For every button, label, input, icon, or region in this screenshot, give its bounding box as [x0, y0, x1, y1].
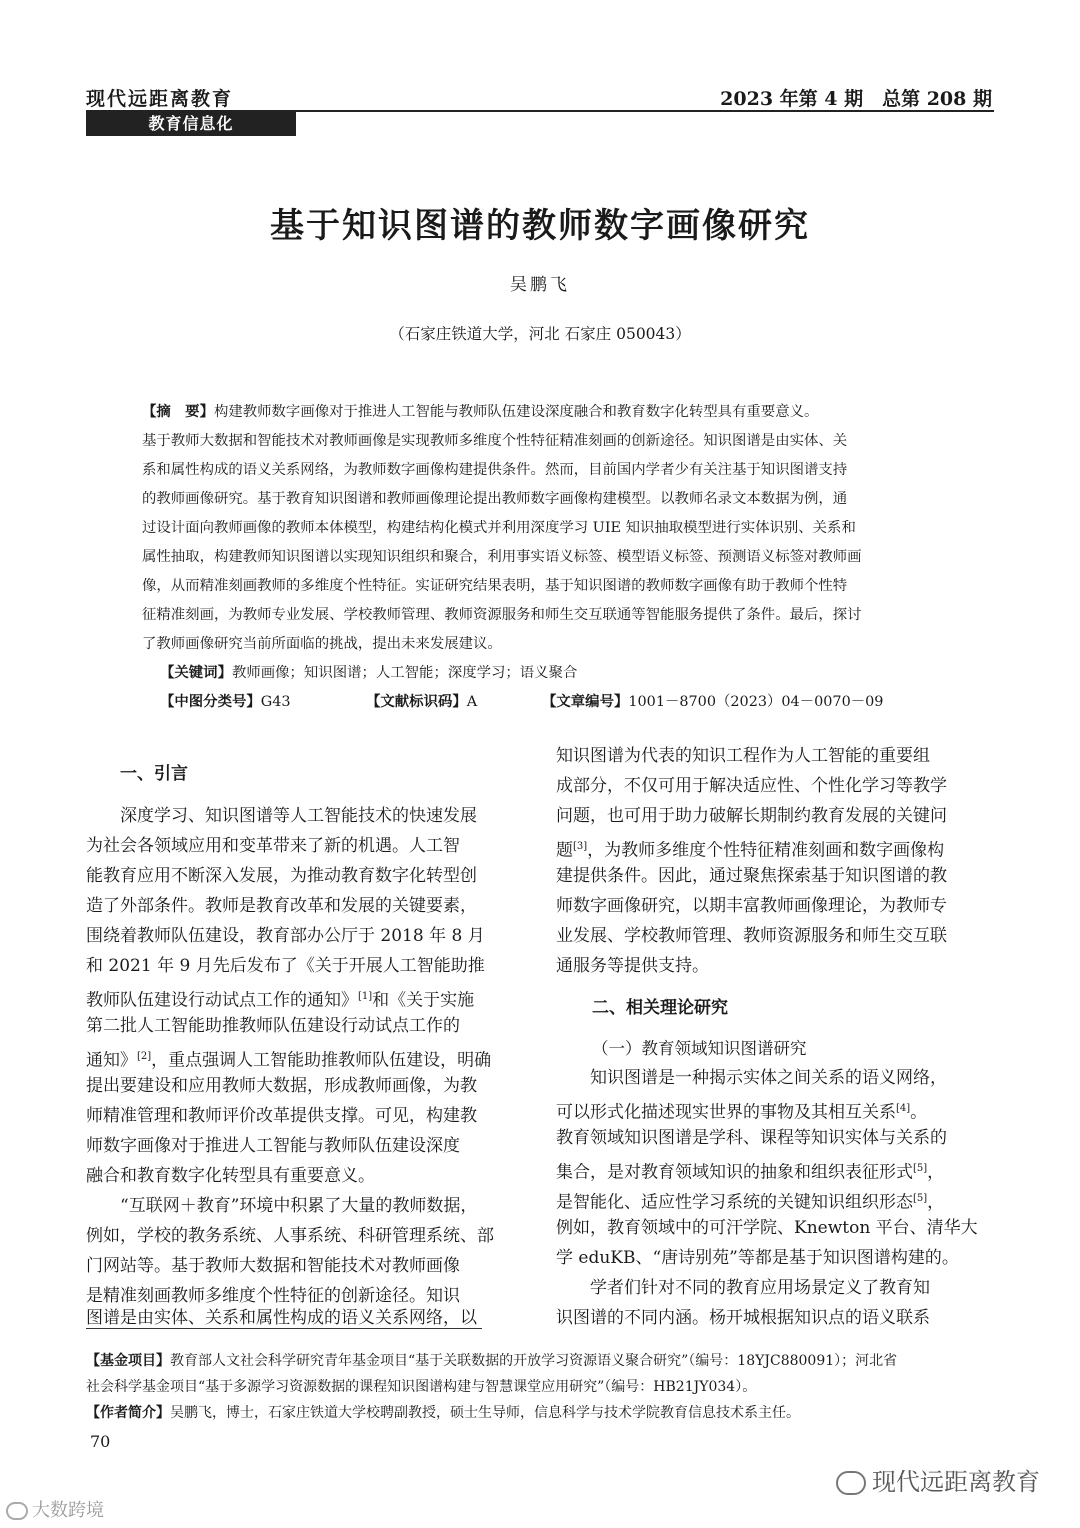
body-line: 建提供条件。因此，通过聚焦探索基于知识图谱的教 — [556, 866, 947, 886]
subsection-heading: （一）教育领域知识图谱研究 — [592, 1039, 807, 1058]
abstract-line: 过设计面向教师画像的教师本体模型，构建结构化模式并利用深度学习 UIE 知识抽取模型进行实体识别、关系和 — [142, 520, 856, 536]
body-line: 造了外部条件。教师是教育改革和发展的关键要素， — [86, 896, 477, 916]
section-heading-related: 二、相关理论研究 — [592, 998, 728, 1018]
body-line: 融合和教育数字化转型具有重要意义。 — [86, 1166, 375, 1186]
body-line: 师数字画像对于推进人工智能与教师队伍建设深度 — [86, 1136, 460, 1156]
body-line: 问题，也可用于助力破解长期制约教育发展的关键问 — [556, 806, 947, 826]
body-line: 例如，学校的教务系统、人事系统、科研管理系统、部 — [86, 1226, 494, 1246]
citation-ref: [5] — [913, 1163, 928, 1174]
citation-ref: [1] — [358, 991, 373, 1002]
site-logo-icon — [6, 1502, 28, 1520]
author-bio-label: 【作者简介】 — [86, 1405, 170, 1421]
body-line: 学者们针对不同的教育应用场景定义了教育知 — [556, 1278, 930, 1298]
abstract-line: 了教师画像研究当前所面临的挑战，提出未来发展建议。 — [142, 636, 502, 652]
body-line: 教师队伍建设行动试点工作的通知》[1]和《关于实施 — [86, 990, 475, 1011]
citation-ref: [3] — [573, 841, 588, 852]
body-line: 集合，是对教育领域知识的抽象和组织表征形式[5]， — [556, 1162, 945, 1183]
abstract-line: 系和属性构成的语义关系网络，为教师数字画像构建提供条件。然而，目前国内学者少有关注基于知识图谱支持 — [142, 462, 848, 478]
body-line: 图谱是由实体、关系和属性构成的语义关系网络，以 — [86, 1308, 477, 1328]
body-line: 知识图谱为代表的知识工程作为人工智能的重要组 — [556, 746, 930, 766]
body-line: 成部分，不仅可用于解决适应性、个性化学习等教学 — [556, 776, 947, 796]
wechat-watermark: 现代远距离教育 — [836, 1462, 1040, 1497]
citation-ref: [2] — [137, 1051, 152, 1062]
abstract-line: 像，从而精准刻画教师的多维度个性特征。实证研究结果表明，基于知识图谱的教师数字画像有助于教师个性特 — [142, 578, 848, 594]
section-label: 教育信息化 — [86, 112, 296, 136]
page-number: 70 — [90, 1432, 111, 1451]
body-line: 是精准刻画教师多维度个性特征的创新途径。知识 — [86, 1286, 460, 1306]
body-line: 通服务等提供支持。 — [556, 956, 709, 976]
body-line: 教育领域知识图谱是学科、课程等知识实体与关系的 — [556, 1128, 947, 1148]
keywords: 教师画像；知识图谱；人工智能；深度学习；语义聚合 — [231, 665, 578, 681]
body-line: 题[3]，为教师多维度个性特征精准刻画和数字画像构 — [556, 840, 945, 861]
body-line: 为社会各领域应用和变革带来了新的机遇。人工智 — [86, 836, 460, 856]
doc-code-line: 【文献标识码】A — [366, 694, 478, 710]
abstract-line: 的教师画像研究。基于教育知识图谱和教师画像理论提出教师数字画像构建模型。以教师名录文本数据为例，通 — [142, 491, 848, 507]
body-line: 通知》[2]，重点强调人工智能助推教师队伍建设，明确 — [86, 1050, 492, 1071]
author-affiliation: （石家庄铁道大学，河北 石家庄 050043） — [389, 325, 691, 343]
body-line: 围绕着教师队伍建设，教育部办公厅于 2018 年 8 月 — [86, 926, 485, 946]
keywords-line — [160, 663, 960, 683]
citation-ref: [4] — [896, 1103, 911, 1114]
wechat-icon — [836, 1471, 866, 1495]
fund-label: 【基金项目】 — [86, 1353, 170, 1369]
abstract-line: 基于教师大数据和智能技术对教师画像是实现教师多维度个性特征精准刻画的创新途径。知识图谱是由实体、关 — [142, 433, 848, 449]
body-line: 识图谱的不同内涵。杨开城根据知识点的语义联系 — [556, 1308, 930, 1328]
body-line: 可以形式化描述现实世界的事物及其相互关系[4]。 — [556, 1102, 928, 1123]
body-line: 师数字画像研究，以期丰富教师画像理论，为教师专 — [556, 896, 947, 916]
body-line: 师精准管理和教师评价改革提供支撑。可见，构建教 — [86, 1106, 477, 1126]
clc-line: 【中图分类号】G43 — [160, 694, 291, 710]
site-watermark: 大数跨境 — [6, 1496, 104, 1522]
body-line: “互联网＋教育”环境中积累了大量的教师数据， — [86, 1196, 478, 1216]
body-line: 深度学习、知识图谱等人工智能技术的快速发展 — [86, 806, 477, 826]
body-line: 是智能化、适应性学习系统的关键知识组织形态[5]， — [556, 1192, 945, 1213]
abstract-line: 【摘 要】构建教师数字画像对于推进人工智能与教师队伍建设深度融合和教育数字化转型具有重要意义。 — [142, 404, 819, 420]
body-line: 第二批人工智能助推教师队伍建设行动试点工作的 — [86, 1016, 460, 1036]
author-bio-line: 【作者简介】吴鹏飞，博士，石家庄铁道大学校聘副教授，硕士生导师，信息科学与技术学院教育信息技术系主任。 — [86, 1405, 800, 1421]
footnote-rule — [86, 1328, 482, 1329]
body-line: 业发展、学校教师管理、教师资源服务和师生交互联 — [556, 926, 947, 946]
body-line: 能教育应用不断深入发展，为推动教育数字化转型创 — [86, 866, 477, 886]
paper-title: 基于知识图谱的教师数字画像研究 — [270, 206, 810, 246]
fund-line: 【基金项目】教育部人文社会科学研究青年基金项目“基于关联数据的开放学习资源语义聚合研究”（编号：18YJC880091）；河北省 — [86, 1353, 898, 1369]
article-no-line: 【文章编号】1001－8700（2023）04－0070－09 — [542, 694, 884, 710]
body-line: 学 eduKB、“唐诗别苑”等都是基于知识图谱构建的。 — [556, 1248, 959, 1268]
body-line: 门网站等。基于教师大数据和智能技术对教师画像 — [86, 1256, 460, 1276]
abstract-line: 征精准刻画，为教师专业发展、学校教师管理、教师资源服务和师生交互联通等智能服务提供了条件。最后，探讨 — [142, 607, 862, 623]
journal-name: 现代远距离教育 — [86, 88, 234, 110]
body-line: 例如，教育领域中的可汗学院、Knewton 平台、清华大 — [556, 1218, 978, 1238]
abstract-label: 【摘 要】 — [142, 404, 214, 420]
citation-ref: [5] — [913, 1193, 928, 1204]
issue-info: 2023 年第 4 期 总第 208 期 — [720, 88, 992, 110]
fund-line-2: 社会科学基金项目“基于多源学习资源数据的课程知识图谱构建与智慧课堂应用研究”（编号：HB21JY034）。 — [86, 1379, 757, 1395]
body-line: 知识图谱是一种揭示实体之间关系的语义网络， — [556, 1068, 947, 1088]
body-line: 提出要建设和应用教师大数据，形成教师画像，为教 — [86, 1076, 477, 1096]
body-line: 和 2021 年 9 月先后发布了《关于开展人工智能助推 — [86, 956, 485, 976]
author-name: 吴鹏飞 — [510, 275, 570, 295]
section-heading-intro: 一、引言 — [120, 764, 188, 784]
abstract-line: 属性抽取，构建教师知识图谱以实现知识组织和聚合，利用事实语义标签、模型语义标签、预测语义标签对教师画 — [142, 549, 862, 565]
keywords-label: 【关键词】 — [160, 665, 232, 681]
